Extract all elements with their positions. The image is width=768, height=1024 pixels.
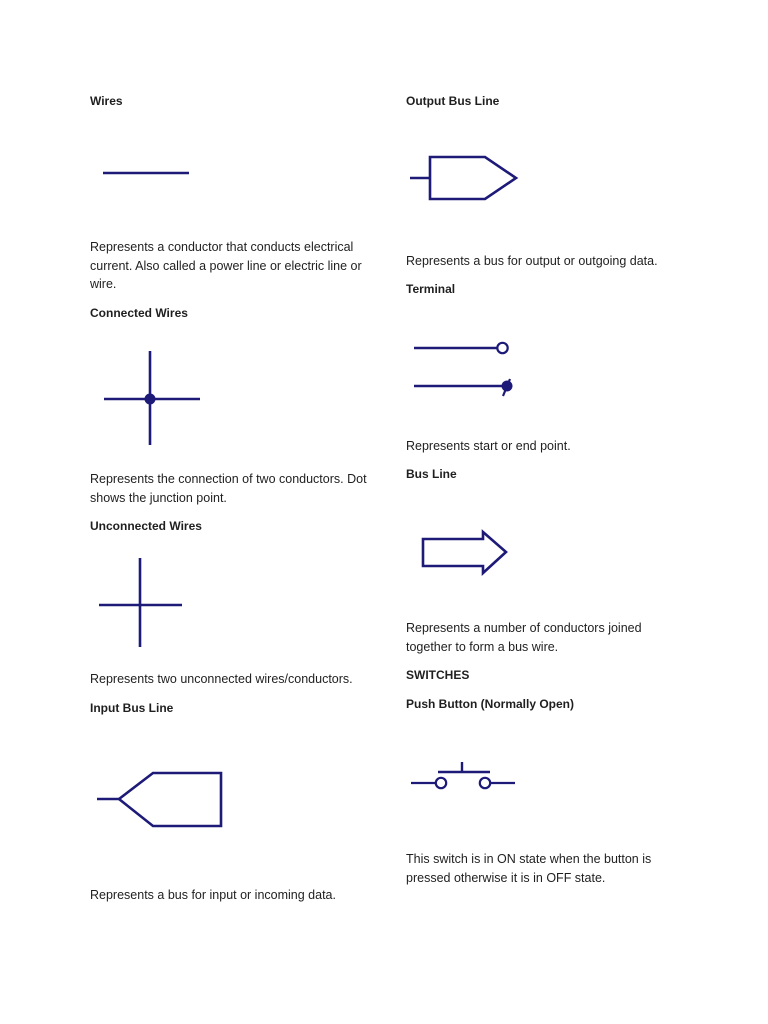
output-bus-line-description: Represents a bus for output or outgoing data.	[406, 254, 658, 268]
unconnected-wires-title: Unconnected Wires	[90, 519, 202, 533]
terminal-icon	[412, 338, 516, 400]
output-bus-line-icon	[408, 154, 520, 202]
connected-wires-icon	[100, 348, 204, 448]
push-button-switch-icon	[410, 760, 518, 794]
connected-wires-title: Connected Wires	[90, 306, 188, 320]
connected-wires-description: Represents the connection of two conductors. Dot shows the junction point.	[90, 472, 367, 505]
push-button-title: Push Button (Normally Open)	[406, 697, 574, 711]
output-bus-line-title: Output Bus Line	[406, 94, 500, 108]
input-bus-line-description: Represents a bus for input or incoming data.	[90, 888, 336, 902]
push-button-description: This switch is in ON state when the button is pressed otherwise it is in OFF state.	[406, 852, 652, 885]
input-bus-line-title: Input Bus Line	[90, 701, 174, 715]
bus-line-icon	[420, 530, 510, 576]
unconnected-wires-icon	[96, 556, 186, 650]
input-bus-line-icon	[95, 770, 225, 830]
wires-title: Wires	[90, 94, 123, 108]
terminal-description: Represents start or end point.	[406, 439, 571, 453]
bus-line-title: Bus Line	[406, 467, 457, 481]
terminal-title: Terminal	[406, 282, 456, 296]
bus-line-description: Represents a number of conductors joined together to form a bus wire.	[406, 621, 642, 654]
wire-line-icon	[100, 165, 195, 181]
switches-heading: SWITCHES	[406, 668, 470, 682]
unconnected-wires-description: Represents two unconnected wires/conductors.	[90, 672, 353, 686]
wires-description: Represents a conductor that conducts electrical current. Also called a power line or electric line or wire.	[90, 240, 362, 291]
